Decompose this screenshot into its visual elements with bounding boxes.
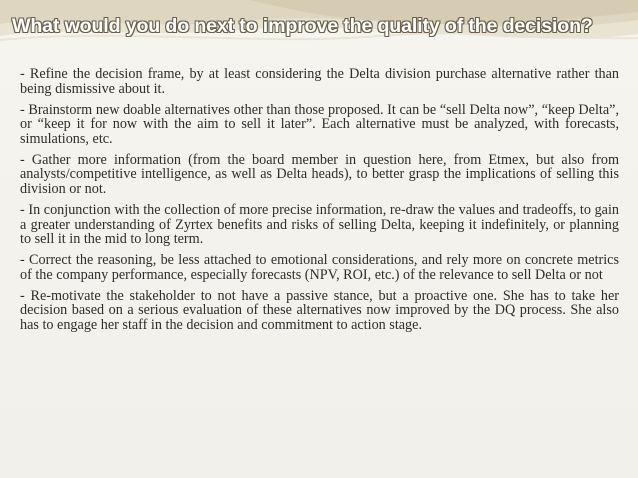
slide-title: What would you do next to improve the quality of the decision? [12, 15, 593, 37]
bullet-redraw-values: - In conjunction with the collection of more precise information, re-draw the values and tradeoffs, to gain a greater understanding of Zyrtex benefits and risks of selling Delta, keeping it indefinitely, or planning to sell it in the mid to long term. [20, 201, 619, 248]
bullet-refine-frame: - Refine the decision frame, by at least considering the Delta division purchase alternative rather than being dismissive about it. [20, 66, 619, 97]
bullet-remotivate-stakeholder: - Re-motivate the stakeholder to not have a passive stance, but a proactive one. She has to take her decision based on a serious evaluation of these alternatives now improved by the DQ process. She also has to engage her staff in the decision and commitment to action stage. [20, 287, 619, 333]
bullet-brainstorm-alternatives: - Brainstorm new doable alternatives other than those proposed. It can be “sell Delta now”, “keep Delta”, or “keep it for now with the aim to sell it later”. Each alternative must be analyzed, with forecasts, simulations, etc. [20, 101, 619, 147]
bullet-correct-reasoning: - Correct the reasoning, be less attached to emotional considerations, and rely more on concrete metrics of the company performance, especially forecasts (NPV, ROI, etc.) of the relevance to sell Delta or not [20, 252, 619, 283]
slide-body [20, 67, 619, 339]
bullet-gather-information: - Gather more information (from the board member in question here, from Etmex, but also from analysts/competitive intelligence, as well as Delta heads), to better grasp the implications of selling this division or not. [20, 151, 619, 197]
